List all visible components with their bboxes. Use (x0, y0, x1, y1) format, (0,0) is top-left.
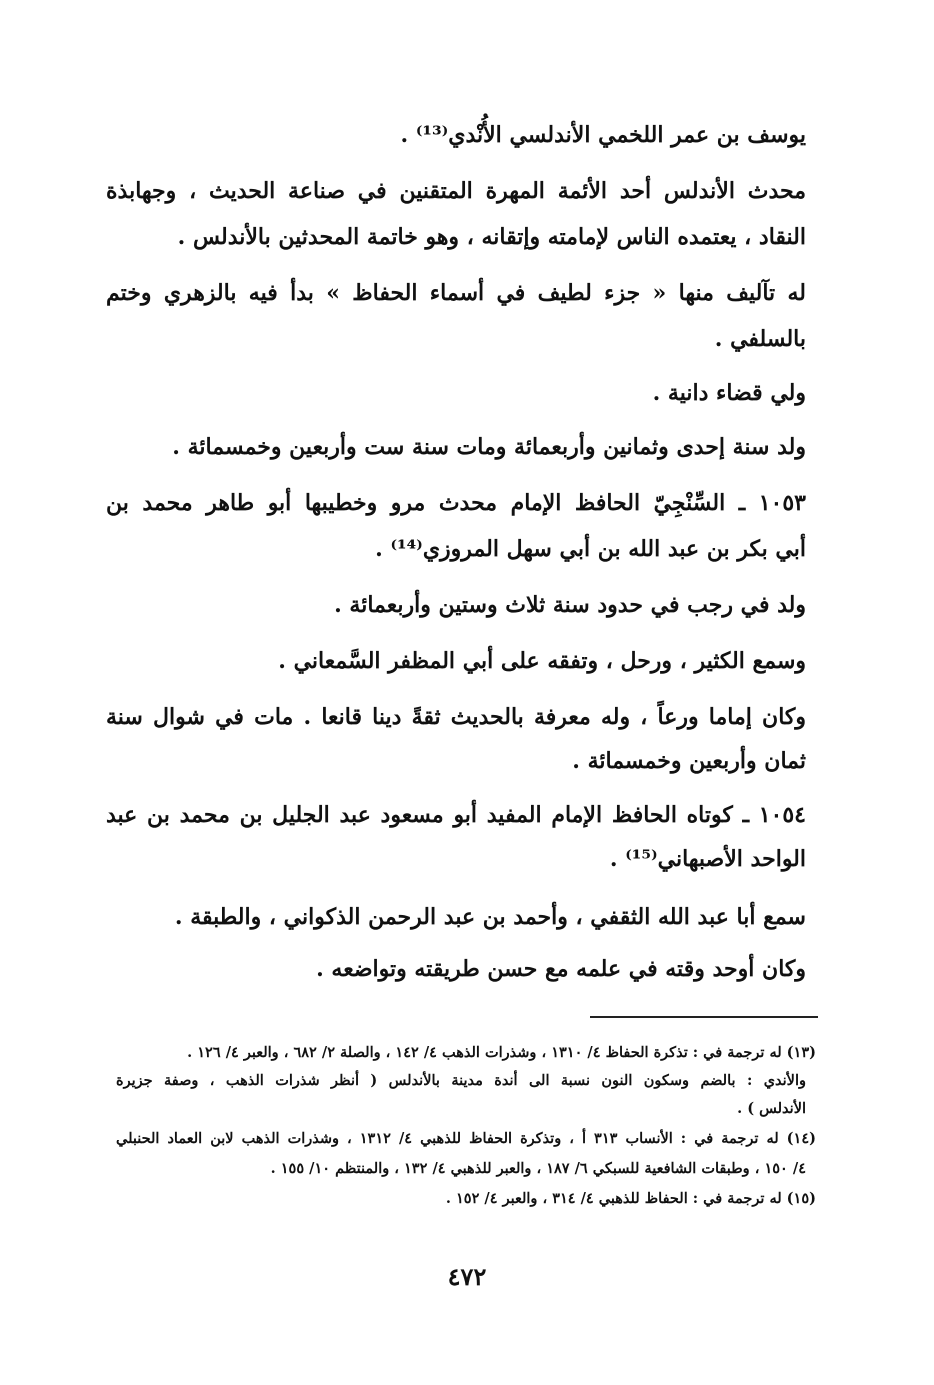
text-line: النقاد ، يعتمده الناس لإمامته وإتقانه ، وهو خاتمة المحدثين بالأندلس . (177, 224, 806, 250)
text-line: ولد سنة إحدى وثمانين وأربعمائة ومات سنة ست وأربعين وخمسمائة . (172, 434, 806, 460)
text-line: الواحد الأصبهاني⁽¹⁵⁾ . (609, 846, 806, 872)
footnote-separator (590, 1016, 818, 1018)
text-line: سمع أبا عبد الله الثقفي ، وأحمد بن عبد الرحمن الذكواني ، والطبقة . (174, 904, 806, 930)
text-line: ولي قضاء دانية . (652, 380, 806, 406)
footnote-line: (١٥) له ترجمة في : الحفاظ للذهبي ٤/ ٣١٤ ، والعبر ٤/ ١٥٢ . (445, 1190, 816, 1207)
text-line: بالسلفي . (714, 326, 806, 352)
footnote-line: الأندلس ) . (737, 1100, 806, 1117)
footnote-line: (١٤) له ترجمة في : الأنساب ٣١٣ أ ، وتذكرة الحفاظ للذهبي ٤/ ١٣١٢ ، وشذرات الذهب لابن العماد الحنبلي (116, 1130, 816, 1147)
entry-heading-1054: ١٠٥٤ ـ كوتاه الحافظ الإمام المفيد أبو مسعود عبد الجليل بن محمد بن عبد (106, 802, 806, 828)
text-line: ولد في رجب في حدود سنة ثلاث وستين وأربعمائة . (334, 592, 806, 618)
entry-heading-1053: ١٠٥٣ ـ السِّنْجِيّ الحافظ الإمام محدث مرو وخطيبها أبو طاهر محمد بن (106, 490, 806, 516)
text-line: وسمع الكثير ، ورحل ، وتفقه على أبي المظفر السَّمعاني . (278, 648, 806, 674)
page-number: ٤٧٢ (447, 1262, 487, 1291)
text-line: وكان إماما ورعاً ، وله معرفة بالحديث ثقةً دينا قانعا . مات في شوال سنة (106, 704, 806, 730)
text-line: ثمان وأربعين وخمسمائة . (572, 748, 806, 774)
footnote-line: ٤/ ١٥٠ ، وطبقات الشافعية للسبكي ٦/ ١٨٧ ، والعبر للذهبي ٤/ ١٣٢ ، والمنتظم ١٠/ ١٥٥ . (270, 1160, 806, 1177)
text-line: محدث الأندلس أحد الأئمة المهرة المتقنين في صناعة الحديث ، وجهابذة (106, 178, 806, 204)
text-line: يوسف بن عمر اللخمي الأندلسي الأُنْدي⁽¹³⁾ . (400, 122, 806, 148)
footnote-line: (١٣) له ترجمة في : تذكرة الحفاظ ٤/ ١٣١٠ ، وشذرات الذهب ٤/ ١٤٢ ، والصلة ٢/ ٦٨٢ ، والعبر ٤/ ١٢٦ . (187, 1044, 816, 1061)
footnote-line: والأندي : بالضم وسكون النون نسبة الى أندة مدينة بالأندلس ( أنظر شذرات الذهب ، وصفة جزيرة (116, 1072, 806, 1089)
text-line: وكان أوحد وقته في علمه مع حسن طريقته وتواضعه . (316, 956, 806, 982)
text-line: أبي بكر بن عبد الله بن أبي سهل المروزي⁽¹⁴⁾ . (375, 536, 806, 562)
text-line: له تآليف منها « جزء لطيف في أسماء الحفاظ » بدأ فيه بالزهري وختم (106, 280, 806, 306)
